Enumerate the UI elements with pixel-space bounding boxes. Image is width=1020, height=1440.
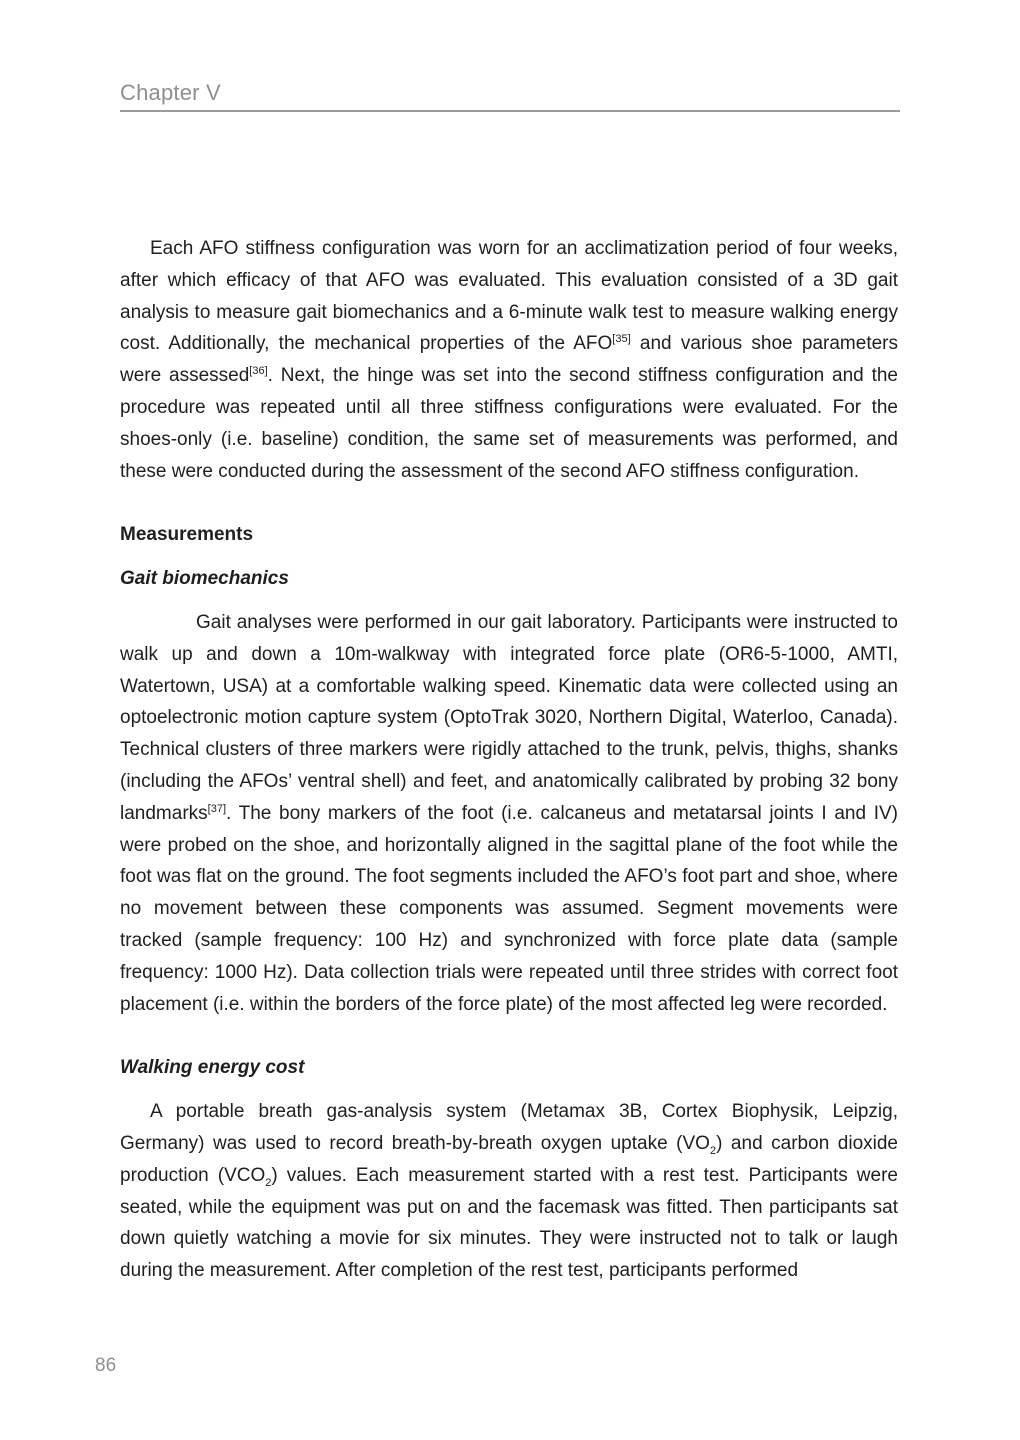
section-heading-measurements: Measurements [120, 524, 254, 546]
page-number: 86 [95, 1355, 117, 1376]
chapter-header: Chapter V [120, 80, 221, 105]
text-span: Gait analyses were performed in our gait laboratory. Participants were instructed to walk up and down a 10m-walkway with integrated force plate (OR6-5-1000, AMTI, Watertown, USA) at a comfortable walking speed. Kinematic data were collected using an optoelectronic motion capture system (OptoTrak 3020, Northern Digital, Waterloo, Canada). Technical clusters of three markers were rigidly attached to the trunk, pelvis, thighs, shanks (including the AFOs’ ventral shell) and feet, and anatomically calibrated by probing 32 bony landmarks [120, 611, 898, 824]
text-span: ) and carbon dioxide production (VCO [120, 1132, 898, 1186]
text-span: Each AFO stiffness configuration was worn for an acclimatization period of four weeks, after which efficacy of that AFO was evaluated. This evaluation consisted of a 3D gait analysis to measure gait biomechanics and a 6-minute walk test to measure walking energy cost. Additionally, the mechanical properties of the AFO [120, 238, 898, 355]
spacer [120, 551, 898, 563]
spacer [120, 595, 898, 607]
paragraph-afo-configuration [120, 233, 898, 487]
paragraph-walking-energy [120, 1096, 898, 1287]
text-span: A portable breath gas-analysis system (Metamax 3B, Cortex Biophysik, Leipzig, Germany) was used to record breath-by-breath oxygen uptake (VO [120, 1101, 898, 1154]
subsection-heading-gait: Gait biomechanics [120, 568, 289, 590]
text-span: ) values. Each measurement started with a rest test. Participants were seated, while the equipment was put on and the facemask was fitted. Then participants sat down quietly watching a movie for six minutes. They were instructed not to talk or laugh during the measurement. After completion of the rest test, participants performed [120, 1164, 898, 1282]
subscript: 2 [709, 1144, 717, 1157]
citation-ref: [37] [207, 802, 227, 815]
spacer [120, 1020, 898, 1052]
paragraph-gait-biomechanics [120, 607, 898, 1020]
text-span: and various shoe parameters were assessed [120, 333, 898, 387]
citation-ref: [35] [612, 333, 631, 346]
header-rule [120, 110, 900, 112]
subsection-heading-energy: Walking energy cost [120, 1057, 305, 1079]
text-span: . Next, the hinge was set into the second stiffness configuration and the procedure was repeated until all three stiffness configurations were evaluated. For the shoes-only (i.e. baseline) condition, the same set of measurements was performed, and these were conducted during the assessment of the second AFO stiffness configuration. [120, 365, 898, 482]
subscript: 2 [265, 1176, 272, 1189]
citation-ref: [36] [249, 365, 268, 378]
text-span: . The bony markers of the foot (i.e. calcaneus and metatarsal joints I and IV) were probed on the shoe, and horizontally aligned in the sagittal plane of the foot while the foot was flat on the ground. The foot segments included the AFO’s foot part and shoe, where no movement between these components was assumed. Segment movements were tracked (sample frequency: 100 Hz) and synchronized with force plate data (sample frequency: 1000 Hz). Data collection trials were repeated until three strides with correct foot placement (i.e. within the borders of the force plate) of the most affected leg were recorded. [120, 802, 898, 1015]
page-content [120, 233, 898, 1287]
spacer [120, 487, 898, 519]
spacer [120, 1084, 898, 1096]
